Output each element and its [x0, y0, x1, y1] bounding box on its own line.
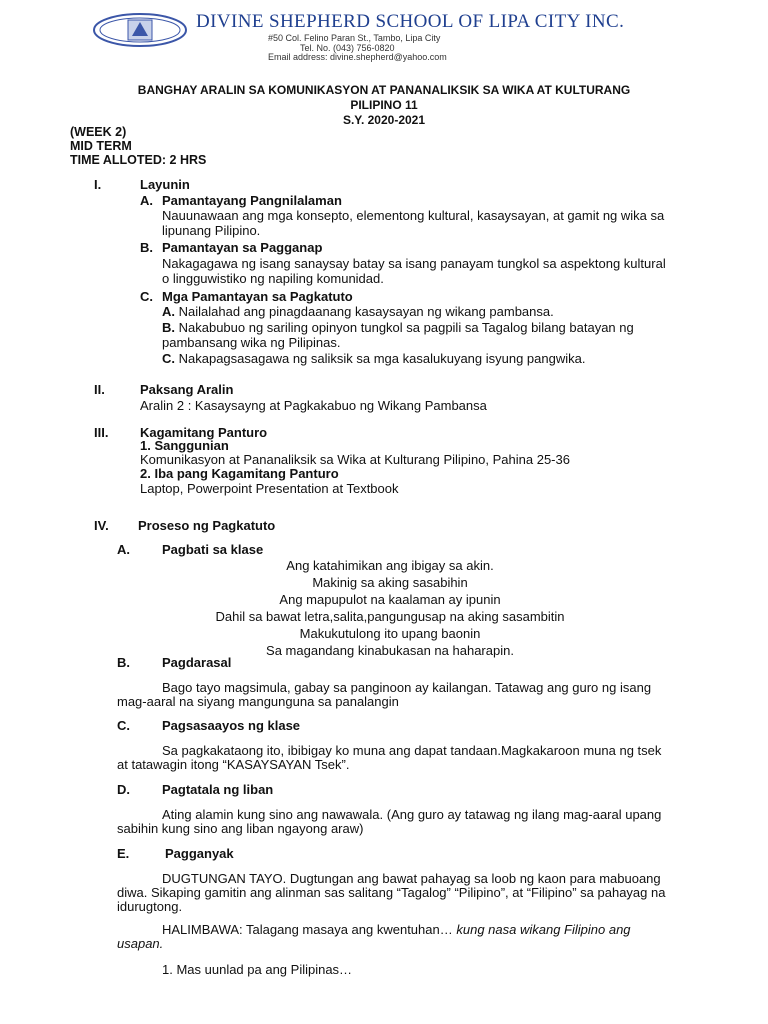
sec1-cc-item: [162, 351, 585, 367]
sec1-a-text1: Nauunawaan ang mga konsepto, elementong kultural, kasaysayan, at gamit ng wika sa: [162, 208, 665, 223]
sec1-cb-text2: pambansang wika ng Pilipinas.: [162, 335, 341, 350]
sec4-b-title: Pagdarasal: [162, 655, 232, 670]
sec4-e-text2: diwa. Sikaping gamitin ang alinman sas salitang “Tagalog” “Pilipino”, at “Filipino” sa pahayag na: [117, 885, 666, 900]
sec1-a-label: A.: [140, 193, 153, 208]
sec4-a-label: A.: [117, 542, 130, 557]
poem-line: Ang mapupulot na kaalaman ay ipunin: [279, 592, 501, 607]
sec3-num: III.: [94, 425, 109, 440]
sec1-b-text1: Nakagagawa ng isang sanaysay batay sa isang panayam tungkol sa aspektong kultural: [162, 256, 666, 271]
sec1-cb-text1: Nakabubuo ng sariling opinyon tungkol sa pagpili sa Tagalog bilang batayan ng: [178, 320, 634, 335]
greeting-poem: [140, 558, 640, 660]
sec1-c-label: C.: [140, 289, 153, 304]
sec1-b-title: Pamantayan sa Pagganap: [162, 240, 323, 255]
example-italic-cont: usapan.: [117, 936, 164, 951]
sec1-cc-label: C.: [162, 351, 175, 366]
sec1-c-title: Mga Pamantayan sa Pagkatuto: [162, 289, 353, 304]
sec4-c-label: C.: [117, 718, 130, 733]
sec4-e-item1: 1. Mas uunlad pa ang Pilipinas…: [162, 962, 353, 977]
sec4-c-title: Pagsasaayos ng klase: [162, 718, 301, 733]
sec1-ca-text: Nailalahad ang pinagdaanang kasaysayan ng wikang pambansa.: [178, 304, 554, 319]
sec1-cb-item: [162, 320, 634, 336]
sec1-ca-label: A.: [162, 304, 175, 319]
school-logo: [92, 12, 188, 48]
week-label: (WEEK 2): [70, 125, 127, 139]
sec4-e-label: E.: [117, 846, 130, 861]
sec4-title: Proseso ng Pagkatuto: [138, 518, 276, 533]
poem-line: Makukutulong ito upang baonin: [299, 626, 481, 641]
sec1-title: Layunin: [140, 177, 190, 192]
school-address: #50 Col. Felino Paran St., Tambo, Lipa City: [268, 33, 441, 43]
sec4-d-text1: Ating alamin kung sino ang nawawala. (Ang guro ay tatawag ng ilang mag-aaral upang: [162, 807, 662, 822]
school-email: Email address: divine.shepherd@yahoo.com: [268, 52, 447, 62]
sec4-a-title: Pagbati sa klase: [162, 542, 264, 557]
sec1-cb-label: B.: [162, 320, 175, 335]
poem-line: Makinig sa aking sasabihin: [312, 575, 468, 590]
sec1-b-text2: o lingguwistiko ng napiling komunidad.: [162, 271, 384, 286]
example-plain: HALIMBAWA: Talagang masaya ang kwentuhan…: [162, 922, 453, 937]
sec2-title: Paksang Aralin: [140, 382, 234, 397]
time-label: TIME ALLOTED: 2 HRS: [70, 153, 207, 167]
sec2-text: Aralin 2 : Kasaysayng at Pagkakabuo ng Wikang Pambansa: [140, 398, 487, 413]
sec1-ca-item: [162, 304, 554, 320]
sec1-num: I.: [94, 177, 102, 192]
sec3-s2-text: Laptop, Powerpoint Presentation at Textbook: [140, 481, 399, 496]
sec4-num: IV.: [94, 518, 109, 533]
poem-line: Ang katahimikan ang ibigay sa akin.: [286, 558, 494, 573]
sec3-s1-text: Komunikasyon at Pananaliksik sa Wika at Kulturang Pilipino, Pahina 25-36: [140, 452, 570, 467]
sec4-d-text2: sabihin kung sino ang liban ngayong araw): [117, 821, 364, 836]
doc-title-line1: BANGHAY ARALIN SA KOMUNIKASYON AT PANANALIKSIK SA WIKA AT KULTURANG: [137, 83, 631, 97]
sec1-a-title: Pamantayang Pangnilalaman: [162, 193, 342, 208]
sec1-a-text2: lipunang Pilipino.: [162, 223, 261, 238]
sec3-s2-title: 2. Iba pang Kagamitang Panturo: [140, 466, 339, 481]
sec4-b-text1: Bago tayo magsimula, gabay sa panginoon ay kailangan. Tatawag ang guro ng isang: [162, 680, 652, 695]
school-name: DIVINE SHEPHERD SCHOOL OF LIPA CITY INC.: [196, 11, 625, 32]
sec4-e-text1: DUGTUNGAN TAYO. Dugtungan ang bawat pahayag sa loob ng kaon para mabuoang: [162, 871, 661, 886]
school-tel: Tel. No. (043) 756-0820: [300, 43, 395, 53]
sec3-s1-title: 1. Sanggunian: [140, 438, 229, 453]
sec4-b-label: B.: [117, 655, 130, 670]
sec4-e-example-cont: [117, 936, 163, 952]
sec4-d-label: D.: [117, 782, 130, 797]
sec4-b-text2: mag-aaral na siyang mangunguna sa panalangin: [117, 694, 399, 709]
sec1-cc-text: Nakapagsasagawa ng saliksik sa mga kasalukuyang isyung pangwika.: [178, 351, 586, 366]
example-italic: kung nasa wikang Filipino ang: [456, 922, 631, 937]
sec4-c-text1: Sa pagkakataong ito, ibibigay ko muna ang dapat tandaan.Magkakaroon muna ng tsek: [162, 743, 662, 758]
sec4-d-title: Pagtatala ng liban: [162, 782, 274, 797]
sec4-e-example: [162, 922, 631, 938]
sec2-num: II.: [94, 382, 105, 397]
sec4-e-title: Pagganyak: [165, 846, 234, 861]
sec3-title: Kagamitang Panturo: [140, 425, 268, 440]
sec4-c-text2: at tatawagin itong “KASAYSAYAN Tsek”.: [117, 757, 350, 772]
doc-title-line2: PILIPINO 11: [350, 98, 418, 112]
sec1-b-label: B.: [140, 240, 153, 255]
poem-line: Sa magandang kinabukasan na haharapin.: [266, 643, 514, 658]
term-label: MID TERM: [70, 139, 132, 153]
doc-title-line3: S.Y. 2020-2021: [342, 113, 426, 127]
poem-line: Dahil sa bawat letra,salita,pangungusap na aking sasambitin: [215, 609, 565, 624]
sec4-e-text3: idurugtong.: [117, 899, 183, 914]
